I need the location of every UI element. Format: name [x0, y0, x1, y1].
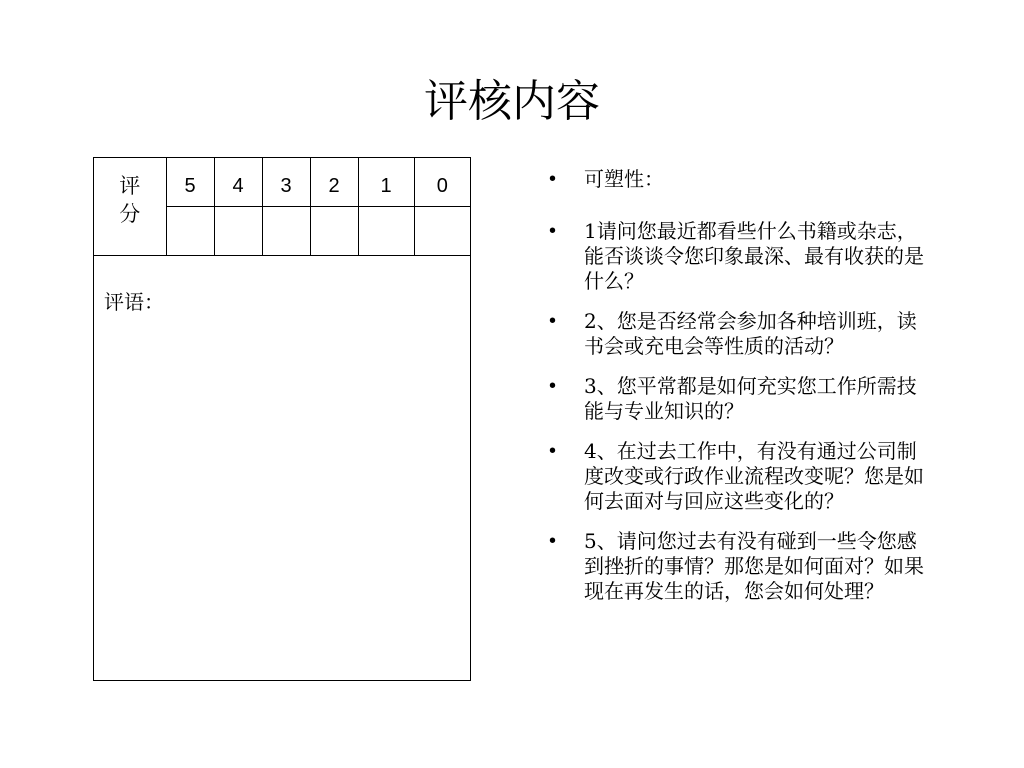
- list-item-adaptability: [546, 167, 946, 192]
- score-header-row: [94, 158, 470, 207]
- question-text: 2、您是否经常会参加各种培训班，读书会或充电会等性质的活动？: [584, 309, 917, 358]
- score-0-entry-cell[interactable]: [414, 207, 470, 256]
- question-list: [546, 167, 946, 619]
- question-text: 可塑性：: [584, 167, 664, 191]
- score-1-header: 1: [358, 158, 414, 207]
- score-2-entry-cell[interactable]: [310, 207, 358, 256]
- slide-title: 评核内容: [424, 76, 600, 127]
- question-text: 4、在过去工作中，有没有通过公司制度改变或行政作业流程改变呢？您是如何去面对与回应这些变化的？: [584, 439, 924, 513]
- list-item-question-5: [546, 529, 946, 604]
- score-4-entry-cell[interactable]: [214, 207, 262, 256]
- score-4-header: 4: [214, 158, 262, 207]
- score-3-entry-cell[interactable]: [262, 207, 310, 256]
- score-0-header: 0: [414, 158, 470, 207]
- score-5-header: 5: [166, 158, 214, 207]
- score-1-entry-cell[interactable]: [358, 207, 414, 256]
- score-label-cell: [94, 158, 166, 256]
- bullet-icon: •: [549, 310, 557, 332]
- score-5-entry-cell[interactable]: [166, 207, 214, 256]
- score-grid: [93, 157, 471, 681]
- bullet-icon: •: [549, 220, 557, 242]
- question-text: 5、请问您过去有没有碰到一些令您感到挫折的事情？那您是如何面对？如果现在再发生的话，您会如何处理？: [584, 529, 924, 603]
- question-text: 3、您平常都是如何充实您工作所需技能与专业知识的？: [584, 374, 917, 423]
- bullet-icon: •: [549, 168, 557, 190]
- bullet-icon: •: [549, 530, 557, 552]
- list-item-question-4: [546, 439, 946, 514]
- score-3-header: 3: [262, 158, 310, 207]
- question-text: 1请问您最近都看些什么书籍或杂志，能否谈谈令您印象最深、最有收获的是什么？: [584, 219, 924, 293]
- bullet-icon: •: [549, 440, 557, 462]
- list-item-question-2: [546, 309, 946, 359]
- score-2-header: 2: [310, 158, 358, 207]
- score-label: 评分: [119, 174, 141, 226]
- bullet-icon: •: [549, 375, 557, 397]
- comment-label: 评语：: [104, 290, 164, 314]
- list-item-question-3: [546, 374, 946, 424]
- list-item-question-1: [546, 219, 946, 294]
- score-table: [94, 158, 470, 256]
